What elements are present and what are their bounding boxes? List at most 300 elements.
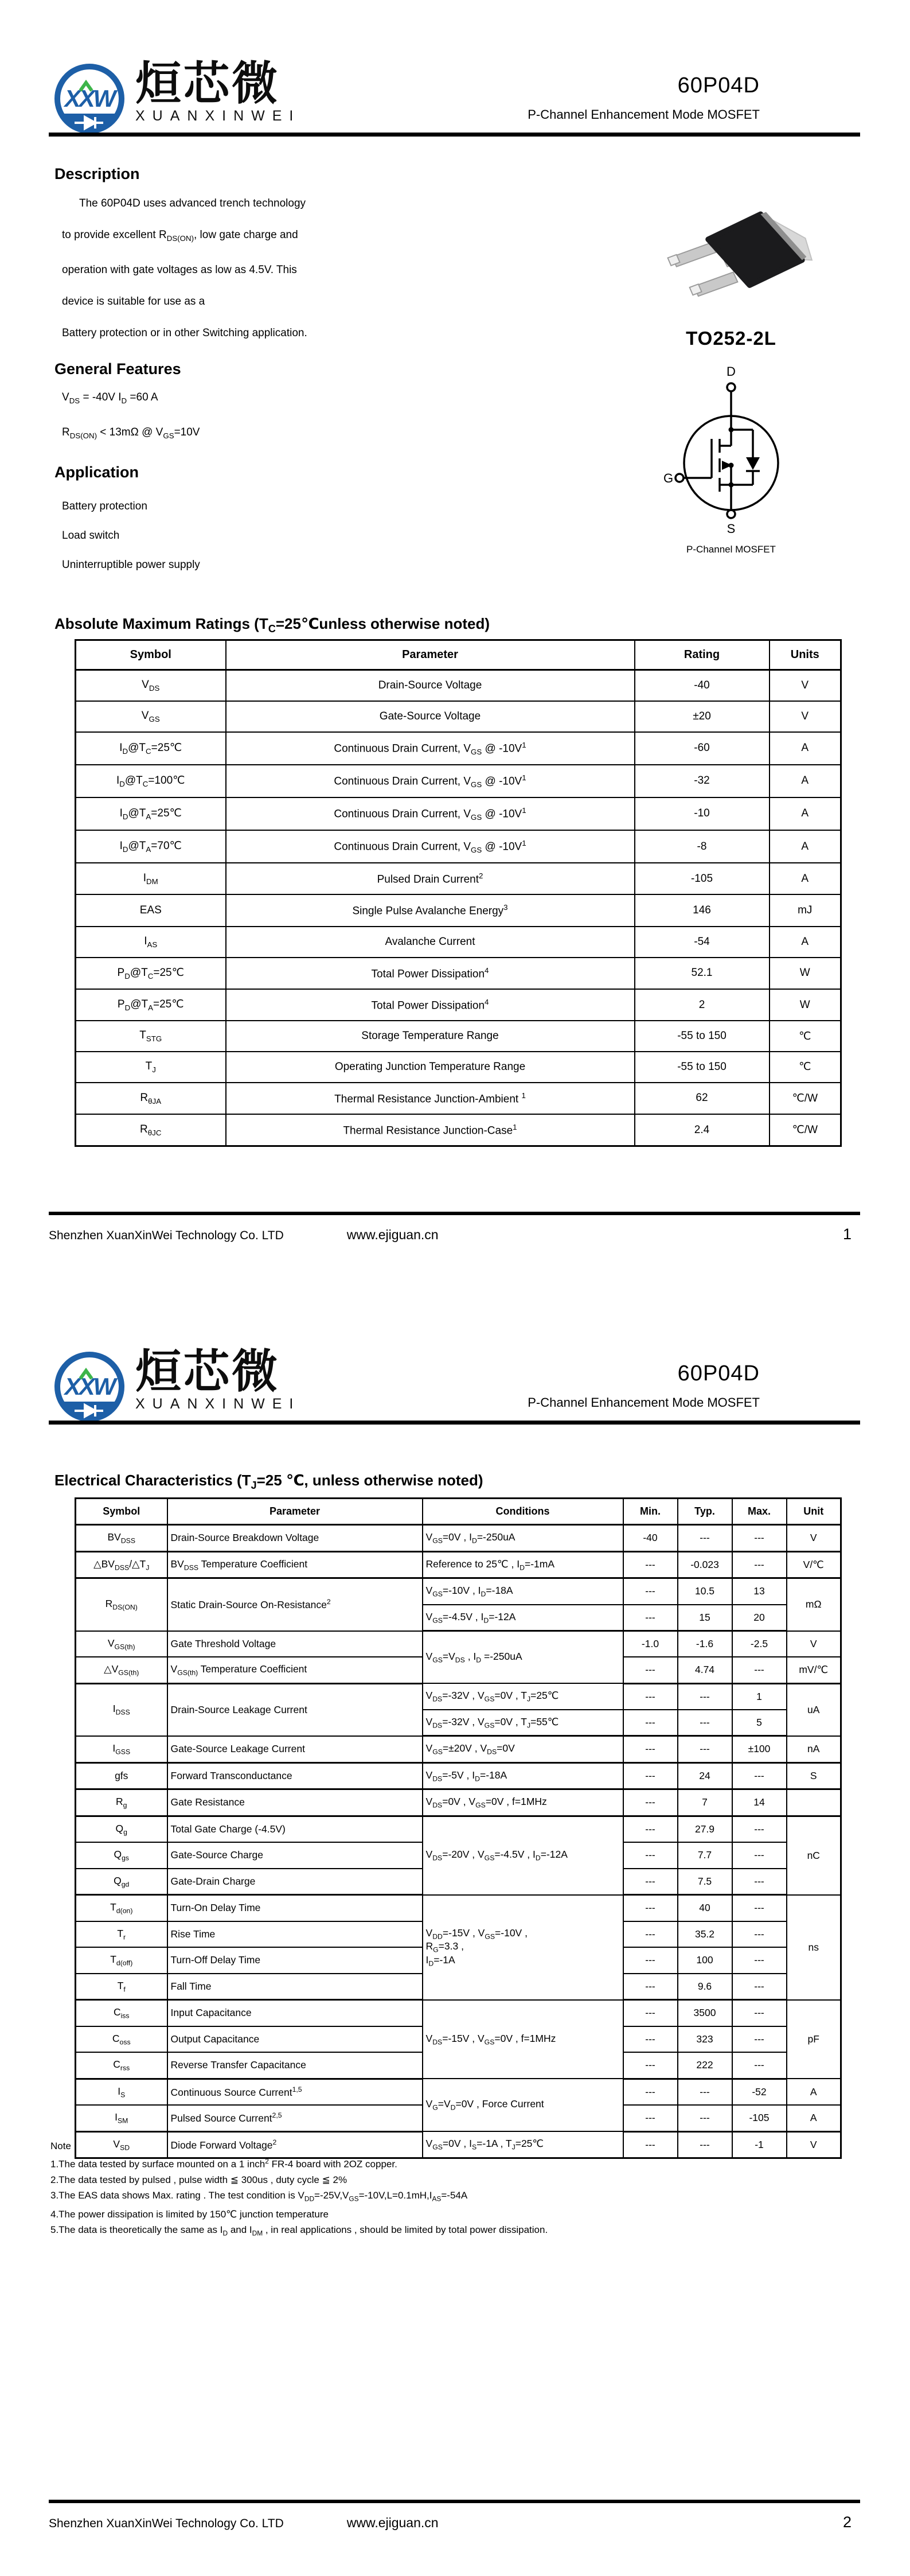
- electrical-title: Electrical Characteristics ($T_J=25$ ℃, unless otherwise noted): [54, 1472, 483, 1492]
- table-cell: Continuous Drain Current, $V_{GS}$ @ $-10V^1$: [226, 732, 635, 765]
- product-subtitle: P-Channel Enhancement Mode MOSFET: [528, 1395, 760, 1410]
- table-cell: $R_{\theta JA}$: [76, 1083, 226, 1114]
- table-cell: Drain-Source Voltage: [226, 670, 635, 701]
- table-cell: Total Gate Charge (-4.5V): [167, 1816, 423, 1842]
- table-cell: $V_{DS}=-15V$ , $V_{GS}=0V$ , f=1MHz: [423, 2000, 623, 2079]
- table-cell: ---: [732, 1974, 787, 2000]
- table-cell: ---: [623, 1710, 678, 1736]
- table-cell: Gate Threshold Voltage: [167, 1631, 423, 1657]
- table-cell: S: [787, 1762, 841, 1789]
- column-header: Parameter: [167, 1499, 423, 1525]
- table-row: [76, 1021, 841, 1052]
- table-cell: A: [770, 797, 841, 830]
- mosfet-symbol-block: [616, 365, 846, 555]
- column-header: Unit: [787, 1499, 841, 1525]
- table-row: [76, 797, 841, 830]
- part-number: 60P04D: [677, 1361, 760, 1386]
- table-cell: Reference to 25℃ , $I_D=-1mA$: [423, 1551, 623, 1578]
- table-cell: mJ: [770, 894, 841, 926]
- table-cell: ---: [732, 1816, 787, 1842]
- table-cell: Fall Time: [167, 1974, 423, 2000]
- application-heading: Application: [54, 464, 139, 481]
- table-cell: Forward Transconductance: [167, 1762, 423, 1789]
- table-cell: gfs: [76, 1762, 167, 1789]
- table-cell: ---: [623, 1657, 678, 1683]
- table-cell: -40: [623, 1525, 678, 1552]
- table-row: [76, 830, 841, 863]
- logo-text: [135, 58, 301, 124]
- table-cell: ---: [678, 2105, 732, 2131]
- table-cell: 3500: [678, 2000, 732, 2026]
- table-cell: $V_{GS(th)}$: [76, 1631, 167, 1657]
- table-cell: $Q_{gd}$: [76, 1869, 167, 1895]
- table-cell: $C_{rss}$: [76, 2052, 167, 2079]
- header-rule: [49, 133, 860, 137]
- table-cell: ---: [623, 2052, 678, 2079]
- table-cell: 7: [678, 1789, 732, 1816]
- table-cell: ---: [623, 1974, 678, 2000]
- column-header: Units: [770, 640, 841, 670]
- table-cell: nA: [787, 1736, 841, 1763]
- table-row: [76, 732, 841, 765]
- table-cell: $I_{GSS}$: [76, 1736, 167, 1763]
- table-cell: 40: [678, 1895, 732, 1921]
- table-cell: $V_{DS}=-5V$ , $I_D=-18A$: [423, 1762, 623, 1789]
- table-cell: $V_{GS}$: [76, 701, 226, 732]
- table-cell: $\triangle BV_{DSS}/\triangle T_J$: [76, 1551, 167, 1578]
- table-cell: $V_{DS}=-32V$ , $V_{GS}=0V$ , $T_J=55℃$: [423, 1710, 623, 1736]
- notes-section: [50, 2138, 830, 2241]
- table-row: [76, 1578, 841, 1605]
- table-row: [76, 1114, 841, 1146]
- table-cell: Static Drain-Source On-Resistance$^2$: [167, 1578, 423, 1631]
- table-cell: 7.7: [678, 1842, 732, 1869]
- table-cell: $V_{GS(th)}$ Temperature Coefficient: [167, 1657, 423, 1683]
- table-cell: Diode Forward Voltage$^2$: [167, 2131, 423, 2158]
- table-cell: V/℃: [787, 1551, 841, 1578]
- table-cell: A: [770, 765, 841, 797]
- table-row: [76, 701, 841, 732]
- notes-heading: Note :: [50, 2141, 77, 2151]
- title-block: [528, 73, 760, 122]
- table-cell: $Q_{gs}$: [76, 1842, 167, 1869]
- table-cell: ---: [732, 2026, 787, 2053]
- table-cell: 10.5: [678, 1578, 732, 1605]
- symbol-caption: P-Channel MOSFET: [686, 544, 776, 555]
- table-cell: A: [770, 830, 841, 863]
- table-cell: $T_{STG}$: [76, 1021, 226, 1052]
- description-line: The 60P04D uses advanced trench technology: [79, 197, 306, 209]
- note-item: 1.The data tested by surface mounted on a 1 inch$^2$ FR-4 board with 2OZ copper.: [50, 2157, 397, 2170]
- table-row: [76, 894, 841, 926]
- table-cell: $V_{DS}=0V$ , $V_{GS}=0V$ , f=1MHz: [423, 1789, 623, 1816]
- description-line: to provide excellent $R_{DS(ON)}$, low gate charge and: [62, 229, 298, 243]
- table-cell: $V_{GS}=-10V$ , $I_D=-18A$: [423, 1578, 623, 1605]
- table-cell: 15: [678, 1605, 732, 1631]
- table-cell: 7.5: [678, 1869, 732, 1895]
- table-cell: $I_D@T_C=100℃$: [76, 765, 226, 797]
- logo-text: [135, 1346, 301, 1412]
- table-cell: 14: [732, 1789, 787, 1816]
- table-cell: ---: [623, 2026, 678, 2053]
- pin-label-g: G: [663, 471, 674, 485]
- table-cell: $R_{\theta JC}$: [76, 1114, 226, 1146]
- table-cell: ±100: [732, 1736, 787, 1763]
- table-row: [76, 670, 841, 701]
- electrical-characteristics-table: [75, 1497, 842, 2159]
- application-item: Load switch: [62, 530, 120, 542]
- table-cell: ---: [623, 1683, 678, 1710]
- table-cell: $V_{DS}$: [76, 670, 226, 701]
- table-cell: -8: [635, 830, 770, 863]
- column-header: Symbol: [76, 1499, 167, 1525]
- brand-logo: [53, 58, 301, 137]
- table-cell: Gate-Source Leakage Current: [167, 1736, 423, 1763]
- table-cell: $V_G=V_D=0V$ , Force Current: [423, 2079, 623, 2131]
- table-cell: Output Capacitance: [167, 2026, 423, 2053]
- table-cell: Single Pulse Avalanche Energy$^3$: [226, 894, 635, 926]
- table-cell: 35.2: [678, 1921, 732, 1948]
- table-cell: $V_{GS}=V_{DS}$ , $I_D =-250uA$: [423, 1631, 623, 1684]
- table-row: [76, 1551, 841, 1578]
- table-cell: Thermal Resistance Junction-Ambient $^1$: [226, 1083, 635, 1114]
- table-cell: mΩ: [787, 1578, 841, 1631]
- pin-label-d: D: [727, 365, 736, 379]
- table-cell: Drain-Source Breakdown Voltage: [167, 1525, 423, 1552]
- table-row: [76, 2000, 841, 2026]
- svg-text:XXW: XXW: [64, 1373, 115, 1400]
- table-cell: ---: [732, 1947, 787, 1974]
- page-2: [0, 1288, 910, 2576]
- table-cell: 323: [678, 2026, 732, 2053]
- logo-name-en: XUANXINWEI: [135, 108, 301, 124]
- footer-company: Shenzhen XuanXinWei Technology Co. LTD: [49, 1229, 284, 1242]
- table-cell: ---: [678, 2079, 732, 2105]
- left-column: [54, 165, 571, 579]
- header-rule: [49, 1421, 860, 1425]
- table-cell: pF: [787, 2000, 841, 2079]
- table-cell: $V_{GS}=0V$ , $I_S=-1A$ , $T_J=25℃$: [423, 2131, 623, 2158]
- table-cell: $V_{DS}=-20V$ , $V_{GS}=-4.5V$ , $I_D=-12A$: [423, 1816, 623, 1895]
- table-cell: ---: [623, 1895, 678, 1921]
- table-cell: W: [770, 958, 841, 989]
- part-number: 60P04D: [677, 73, 760, 98]
- table-cell: 1: [732, 1683, 787, 1710]
- table-cell: $T_{d(on)}$: [76, 1895, 167, 1921]
- footer-website: www.ejiguan.cn: [346, 1227, 439, 1242]
- table-cell: Gate-Source Charge: [167, 1842, 423, 1869]
- column-header: Parameter: [226, 640, 635, 670]
- table-cell: $V_{DS}=-32V$ , $V_{GS}=0V$ , $T_J=25℃$: [423, 1683, 623, 1710]
- table-cell: ---: [732, 2000, 787, 2026]
- table-cell: $P_D@T_A=25℃$: [76, 989, 226, 1021]
- logo-mark-icon: [53, 1349, 126, 1425]
- table-cell: ---: [623, 1762, 678, 1789]
- table-cell: ---: [623, 2131, 678, 2158]
- column-header: Typ.: [678, 1499, 732, 1525]
- table-cell: A: [787, 2079, 841, 2105]
- table-cell: ---: [623, 1789, 678, 1816]
- table-cell: $R_g$: [76, 1789, 167, 1816]
- table-cell: Reverse Transfer Capacitance: [167, 2052, 423, 2079]
- table-cell: $BV_{DSS}$ Temperature Coefficient: [167, 1551, 423, 1578]
- note-item: 4.The power dissipation is limited by 150℃ junction temperature: [50, 2209, 329, 2220]
- table-cell: Total Power Dissipation$^4$: [226, 958, 635, 989]
- table-cell: -1.6: [678, 1631, 732, 1657]
- table-cell: ℃: [770, 1021, 841, 1052]
- table-cell: ℃: [770, 1052, 841, 1083]
- abs-max-table: [75, 639, 842, 1147]
- table-cell: Gate-Source Voltage: [226, 701, 635, 732]
- table-cell: 27.9: [678, 1816, 732, 1842]
- table-cell: Continuous Drain Current, $V_{GS}$ @ $-10V^1$: [226, 765, 635, 797]
- table-cell: ---: [732, 1525, 787, 1552]
- table-cell: -54: [635, 927, 770, 958]
- footer-website: www.ejiguan.cn: [346, 2515, 439, 2530]
- table-cell: ℃/W: [770, 1114, 841, 1146]
- table-cell: Input Capacitance: [167, 2000, 423, 2026]
- table-cell: 100: [678, 1947, 732, 1974]
- table-cell: ---: [732, 2052, 787, 2079]
- table-row: [76, 765, 841, 797]
- table-cell: $T_r$: [76, 1921, 167, 1948]
- table-cell: ---: [623, 1605, 678, 1631]
- table-cell: uA: [787, 1683, 841, 1736]
- table-cell: -105: [732, 2105, 787, 2131]
- table-cell: ---: [623, 2079, 678, 2105]
- table-cell: -1.0: [623, 1631, 678, 1657]
- table-cell: ±20: [635, 701, 770, 732]
- table-cell: 2.4: [635, 1114, 770, 1146]
- table-cell: Turn-Off Delay Time: [167, 1947, 423, 1974]
- table-row: [76, 1525, 841, 1552]
- table-cell: ℃/W: [770, 1083, 841, 1114]
- table-cell: $T_f$: [76, 1974, 167, 2000]
- table-cell: V: [787, 1631, 841, 1657]
- table-row: [76, 927, 841, 958]
- table-cell: $V_{GS}=\pm 20V$ , $V_{DS}=0V$: [423, 1736, 623, 1763]
- footer-rule: [49, 2500, 860, 2503]
- table-cell: $Q_g$: [76, 1816, 167, 1842]
- feature-line: $V_{DS} = -40V$ $I_D =60$ A: [62, 391, 158, 405]
- table-cell: 146: [635, 894, 770, 926]
- note-item: 3.The EAS data shows Max. rating . The test condition is $V_{DD}=-25V,V_{GS}=-10V,L=0.1mH,I_{AS}=-54A$: [50, 2189, 468, 2203]
- column-header: Max.: [732, 1499, 787, 1525]
- table-row: [76, 989, 841, 1021]
- table-cell: V: [787, 2131, 841, 2158]
- general-features-list: [62, 382, 571, 452]
- table-cell: $V_{GS}=0V$ , $I_D=-250uA$: [423, 1525, 623, 1552]
- table-cell: $BV_{DSS}$: [76, 1525, 167, 1552]
- svg-text:XXW: XXW: [64, 85, 115, 112]
- package-photo: [639, 207, 823, 321]
- table-cell: nC: [787, 1816, 841, 1895]
- table-cell: -0.023: [678, 1551, 732, 1578]
- table-row: [76, 1895, 841, 1921]
- table-cell: $T_J$: [76, 1052, 226, 1083]
- table-cell: $I_D@T_A=70℃$: [76, 830, 226, 863]
- table-cell: ---: [732, 1657, 787, 1683]
- table-cell: [787, 1789, 841, 1816]
- table-cell: $C_{oss}$: [76, 2026, 167, 2053]
- table-cell: Operating Junction Temperature Range: [226, 1052, 635, 1083]
- footer: [49, 2513, 860, 2531]
- table-cell: $I_D@T_A=25℃$: [76, 797, 226, 830]
- table-cell: ---: [678, 1525, 732, 1552]
- table-cell: $I_{AS}$: [76, 927, 226, 958]
- feature-line: $R_{DS(ON)} < 13m\Omega$ @ $V_{GS}=10V$: [62, 426, 200, 440]
- table-header-row: [76, 1499, 841, 1525]
- table-cell: -2.5: [732, 1631, 787, 1657]
- table-row: [76, 1683, 841, 1710]
- description-line: device is suitable for use as a: [62, 295, 205, 308]
- page-number: 1: [842, 1225, 852, 1243]
- table-cell: $I_{DSS}$: [76, 1683, 167, 1736]
- table-cell: ---: [678, 2131, 732, 2158]
- table-cell: -40: [635, 670, 770, 701]
- table-cell: ---: [623, 1947, 678, 1974]
- note-item: 5.The data is theoretically the same as $I_D$ and $I_{DM}$ , in real applications , should be limited by total power dissipation.: [50, 2224, 548, 2238]
- package-label: TO252-2L: [686, 328, 776, 349]
- table-cell: -32: [635, 765, 770, 797]
- table-cell: EAS: [76, 894, 226, 926]
- column-header: Conditions: [423, 1499, 623, 1525]
- title-block: [528, 1361, 760, 1410]
- table-row: [76, 1052, 841, 1083]
- table-cell: 2: [635, 989, 770, 1021]
- table-cell: $I_D@T_C=25℃$: [76, 732, 226, 765]
- table-cell: ---: [623, 1578, 678, 1605]
- product-subtitle: P-Channel Enhancement Mode MOSFET: [528, 107, 760, 122]
- table-cell: ---: [623, 1921, 678, 1948]
- footer: [49, 1225, 860, 1243]
- table-cell: -105: [635, 863, 770, 894]
- table-cell: Pulsed Drain Current$^2$: [226, 863, 635, 894]
- brand-logo: [53, 1346, 301, 1425]
- table-cell: ---: [678, 1736, 732, 1763]
- table-cell: $I_S$: [76, 2079, 167, 2105]
- table-cell: 20: [732, 1605, 787, 1631]
- table-cell: ---: [732, 1895, 787, 1921]
- table-cell: 222: [678, 2052, 732, 2079]
- table-cell: ---: [678, 1683, 732, 1710]
- table-cell: Storage Temperature Range: [226, 1021, 635, 1052]
- table-row: [76, 1736, 841, 1763]
- footer-rule: [49, 1212, 860, 1215]
- table-cell: 62: [635, 1083, 770, 1114]
- table-cell: ---: [623, 1551, 678, 1578]
- table-cell: -55 to 150: [635, 1021, 770, 1052]
- description-line: Battery protection or in other Switching application.: [62, 326, 307, 339]
- table-cell: ---: [732, 1921, 787, 1948]
- table-cell: A: [770, 863, 841, 894]
- table-cell: ---: [732, 1869, 787, 1895]
- table-cell: Avalanche Current: [226, 927, 635, 958]
- description-line: operation with gate voltages as low as 4.5V. This: [62, 263, 297, 276]
- table-cell: ---: [623, 1736, 678, 1763]
- description-heading: Description: [54, 165, 140, 182]
- table-cell: Continuous Drain Current, $V_{GS}$ @ $-10V^1$: [226, 830, 635, 863]
- abs-max-title: Absolute Maximum Ratings ($T_C=25℃unless$ otherwise noted): [54, 615, 490, 635]
- table-cell: Gate-Drain Charge: [167, 1869, 423, 1895]
- table-cell: 13: [732, 1578, 787, 1605]
- table-cell: $R_{DS(ON)}$: [76, 1578, 167, 1631]
- table-cell: ---: [623, 2105, 678, 2131]
- table-cell: -60: [635, 732, 770, 765]
- table-cell: A: [770, 927, 841, 958]
- logo-name-cn: 烜芯微: [135, 58, 280, 109]
- table-header-row: [76, 640, 841, 670]
- table-cell: ---: [678, 1710, 732, 1736]
- application-item: Battery protection: [62, 500, 147, 513]
- table-cell: $P_D@T_C=25℃$: [76, 958, 226, 989]
- table-cell: W: [770, 989, 841, 1021]
- table-cell: Rise Time: [167, 1921, 423, 1948]
- table-cell: ---: [623, 1816, 678, 1842]
- table-cell: Total Power Dissipation$^4$: [226, 989, 635, 1021]
- column-header: Symbol: [76, 640, 226, 670]
- table-cell: -55 to 150: [635, 1052, 770, 1083]
- table-row: [76, 1816, 841, 1842]
- page-number: 2: [842, 2513, 852, 2531]
- description-paragraph: [62, 188, 571, 349]
- footer-company: Shenzhen XuanXinWei Technology Co. LTD: [49, 2517, 284, 2530]
- table-cell: ---: [623, 1869, 678, 1895]
- table-cell: ---: [732, 1762, 787, 1789]
- table-cell: $C_{iss}$: [76, 2000, 167, 2026]
- table-cell: A: [787, 2105, 841, 2131]
- table-cell: Continuous Source Current$^{1,5}$: [167, 2079, 423, 2105]
- table-cell: $T_{d(off)}$: [76, 1947, 167, 1974]
- logo-name-en: XUANXINWEI: [135, 1396, 301, 1412]
- table-row: [76, 1789, 841, 1816]
- table-cell: 24: [678, 1762, 732, 1789]
- table-cell: 9.6: [678, 1974, 732, 2000]
- table-cell: ns: [787, 1895, 841, 2000]
- table-cell: Thermal Resistance Junction-Case$^1$: [226, 1114, 635, 1146]
- right-column: [616, 207, 846, 555]
- table-cell: $V_{GS}=-4.5V$ , $I_D=-12A$: [423, 1605, 623, 1631]
- table-cell: $I_{SM}$: [76, 2105, 167, 2131]
- table-row: [76, 863, 841, 894]
- table-cell: $I_{DM}$: [76, 863, 226, 894]
- table-cell: -1: [732, 2131, 787, 2158]
- table-cell: -52: [732, 2079, 787, 2105]
- table-cell: ---: [732, 1842, 787, 1869]
- table-cell: Gate Resistance: [167, 1789, 423, 1816]
- table-cell: Drain-Source Leakage Current: [167, 1683, 423, 1736]
- table-row: [76, 1083, 841, 1114]
- table-cell: 4.74: [678, 1657, 732, 1683]
- table-cell: V: [787, 1525, 841, 1552]
- table-cell: -10: [635, 797, 770, 830]
- table-row: [76, 1762, 841, 1789]
- table-cell: ---: [623, 2000, 678, 2026]
- table-row: [76, 1631, 841, 1657]
- note-item: 2.The data tested by pulsed , pulse width ≦ 300us , duty cycle ≦ 2%: [50, 2174, 347, 2185]
- table-cell: Continuous Drain Current, $V_{GS}$ @ $-10V^1$: [226, 797, 635, 830]
- logo-mark-icon: [53, 61, 126, 137]
- table-cell: ---: [623, 1842, 678, 1869]
- application-item: Uninterruptible power supply: [62, 559, 200, 571]
- table-cell: $V_{SD}$: [76, 2131, 167, 2158]
- table-cell: A: [770, 732, 841, 765]
- table-cell: 5: [732, 1710, 787, 1736]
- logo-name-cn: 烜芯微: [135, 1346, 280, 1397]
- table-cell: 52.1: [635, 958, 770, 989]
- table-cell: V: [770, 670, 841, 701]
- table-row: [76, 2079, 841, 2105]
